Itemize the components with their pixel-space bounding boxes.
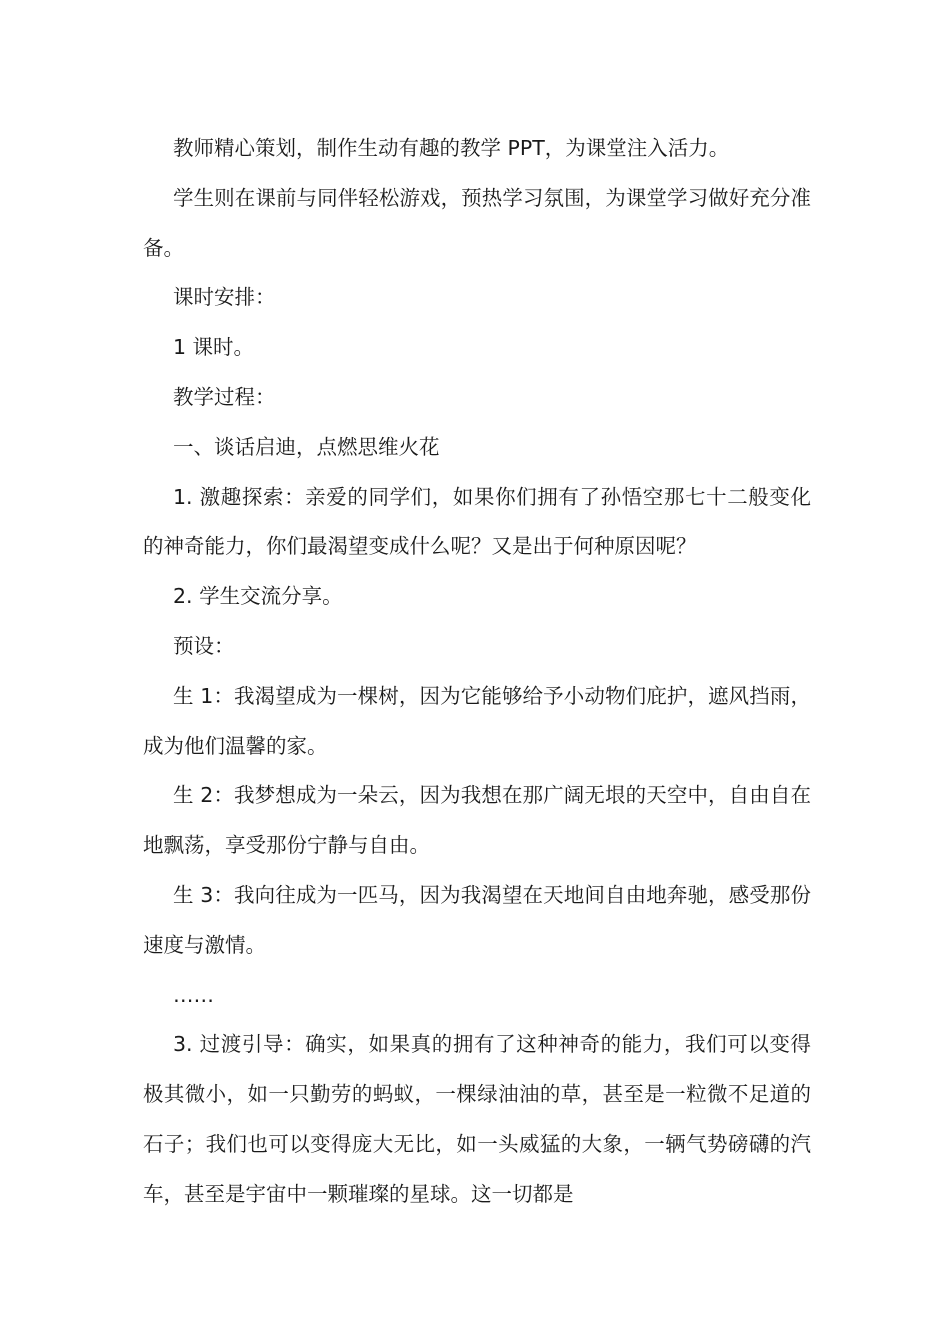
paragraph-preparation-student: 学生则在课前与同伴轻松游戏，预热学习氛围，为课堂学习做好充分准备。	[143, 185, 811, 260]
paragraph-schedule-heading: 课时安排：	[173, 285, 276, 310]
paragraph-student-3: 生 3：我向往成为一匹马，因为我渴望在天地间自由地奔驰，感受那份速度与激情。	[143, 882, 811, 957]
paragraph-step-3: 3. 过渡引导：确实，如果真的拥有了这种神奇的能力，我们可以变得极其微小，如一只勤劳的蚂蚁，一棵绿油油的草，甚至是一粒微不足道的石子；我们也可以变得庞大无比，如一头威猛的大象，一辆气势磅礴的汽车，甚至是宇宙中一颗璀璨的星球。这一切都是	[143, 1032, 811, 1206]
paragraph-preparation-teacher: 教师精心策划，制作生动有趣的教学 PPT，为课堂注入活力。	[173, 136, 730, 160]
paragraph-student-2: 生 2：我梦想成为一朵云，因为我想在那广阔无垠的天空中，自由自在地飘荡，享受那份宁静与自由。	[143, 783, 811, 858]
paragraph-schedule-value: 1 课时。	[173, 335, 255, 360]
paragraph-preset-label: 预设：	[173, 633, 235, 658]
paragraph-student-1: 生 1：我渴望成为一棵树，因为它能够给予小动物们庇护，遮风挡雨，成为他们温馨的家。	[143, 683, 811, 758]
section-heading-1: 一、谈话启迪，点燃思维火花	[173, 434, 440, 459]
paragraph-step-1: 1. 激趣探索：亲爱的同学们，如果你们拥有了孙悟空那七十二般变化的神奇能力，你们最渴望变成什么呢？又是出于何种原因呢？	[143, 484, 811, 559]
paragraph-step-2: 2. 学生交流分享。	[173, 584, 343, 609]
paragraph-ellipsis: ……	[173, 982, 214, 1007]
document-body	[143, 124, 811, 1220]
paragraph-process-heading: 教学过程：	[173, 384, 276, 409]
